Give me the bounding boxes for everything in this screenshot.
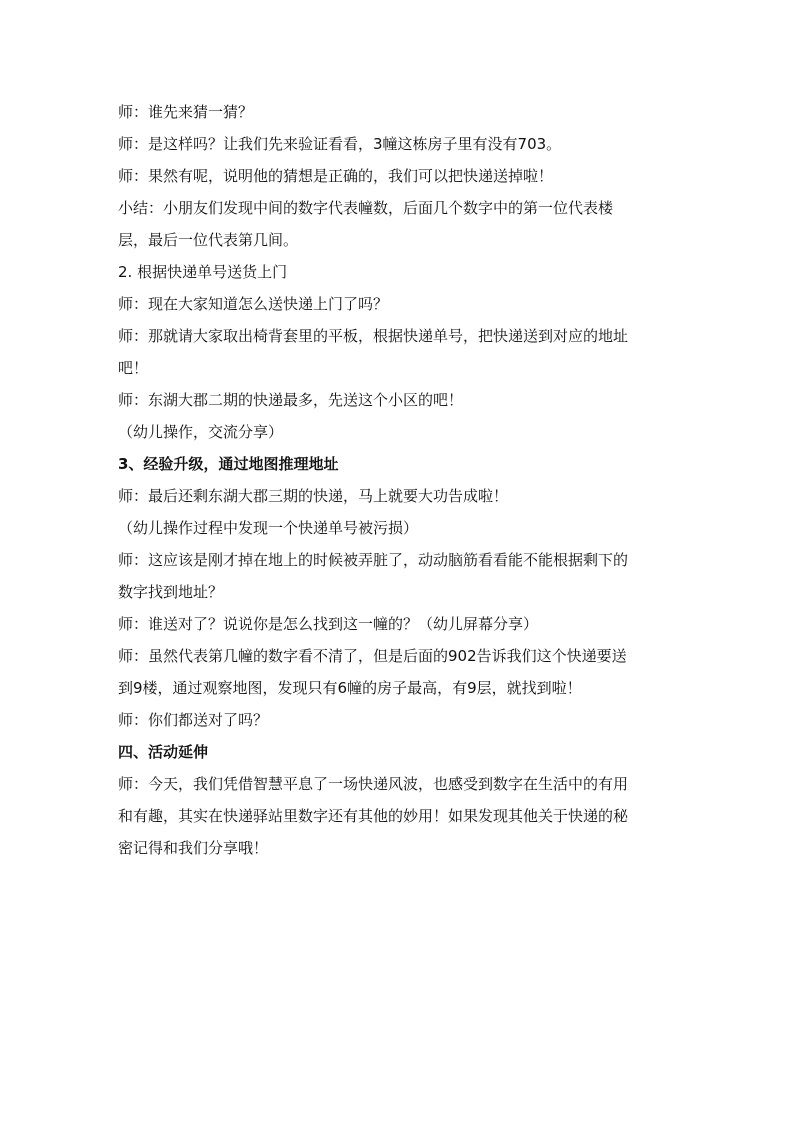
- dialogue-line: 师：你们都送对了吗？: [118, 711, 269, 729]
- dialogue-line: 师：谁先来猜一猜？: [118, 103, 254, 121]
- dialogue-line: 师：这应该是刚才掉在地上的时候被弄脏了，动动脑筋看看能不能根据剩下的: [118, 551, 629, 569]
- dialogue-line: 吧！: [118, 359, 149, 377]
- activity-note: （幼儿操作过程中发现一个快递单号被污损）: [118, 519, 419, 537]
- dialogue-line: 师：虽然代表第几幢的数字看不清了，但是后面的902告诉我们这个快递要送: [118, 647, 627, 665]
- document-body: [118, 96, 678, 864]
- dialogue-line: 师：是这样吗？让我们先来验证看看，3幢这栋房子里有没有703。: [118, 135, 562, 153]
- dialogue-line: 师：最后还剩东湖大郡三期的快递，马上就要大功告成啦！: [118, 487, 509, 505]
- dialogue-line: 师：现在大家知道怎么送快递上门了吗？: [118, 295, 389, 313]
- section-heading-4: 四、活动延伸: [118, 743, 209, 761]
- section-heading-3: 3、经验升级，通过地图推理地址: [118, 455, 339, 473]
- dialogue-line: 到9楼，通过观察地图，发现只有6幢的房子最高，有9层，就找到啦！: [118, 679, 582, 697]
- dialogue-line: 和有趣，其实在快递驿站里数字还有其他的妙用！如果发现其他关于快递的秘: [118, 807, 629, 825]
- dialogue-line: 数字找到地址？: [118, 583, 224, 601]
- summary-line: 小结：小朋友们发现中间的数字代表幢数，后面几个数字中的第一位代表楼: [118, 199, 614, 217]
- dialogue-line: 师：那就请大家取出椅背套里的平板，根据快递单号，把快递送到对应的地址: [118, 327, 629, 345]
- dialogue-line: 师：果然有呢，说明他的猜想是正确的，我们可以把快递送掉啦！: [118, 167, 554, 185]
- dialogue-line: 师：谁送对了？说说你是怎么找到这一幢的？（幼儿屏幕分享）: [118, 615, 539, 633]
- dialogue-line: 密记得和我们分享哦！: [118, 839, 269, 857]
- activity-note: （幼儿操作，交流分享）: [118, 423, 284, 441]
- section-heading-2: 2. 根据快递单号送货上门: [118, 263, 288, 281]
- dialogue-line: 师：今天，我们凭借智慧平息了一场快递风波，也感受到数字在生活中的有用: [118, 775, 629, 793]
- dialogue-line: 师：东湖大郡二期的快递最多，先送这个小区的吧！: [118, 391, 464, 409]
- summary-line: 层，最后一位代表第几间。: [118, 231, 299, 249]
